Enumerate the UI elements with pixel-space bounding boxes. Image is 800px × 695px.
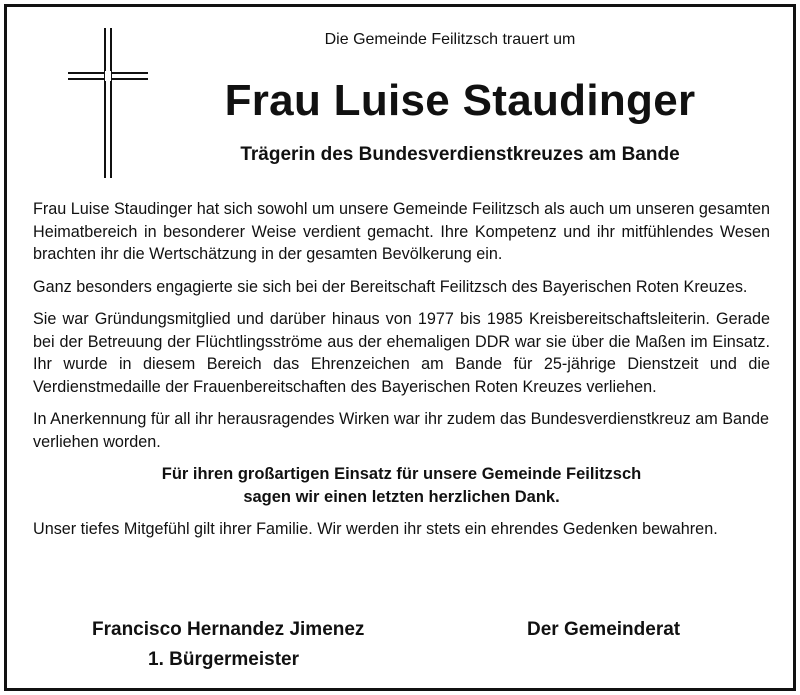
cross-icon <box>68 28 148 178</box>
signature-mayor-role: 1. Bürgermeister <box>148 649 300 670</box>
paragraph-recognition: In Anerkennung für all ihr herausragendes Wirken war ihr zudem das Bundesverdienstkreuz am Bande verliehen worden. <box>33 410 770 451</box>
closing-line: Unser tiefes Mitgefühl gilt ihrer Familie. Wir werden ihr stets ein ehrendes Gedenken bewahren. <box>33 520 718 538</box>
intro-line: Die Gemeinde Feilitzsch trauert um <box>324 31 576 48</box>
notice-body <box>33 198 770 551</box>
signature-mayor-name: Francisco Hernandez Jimenez <box>92 619 365 640</box>
honor-subtitle: Trägerin des Bundesverdienstkreuzes am Bande <box>240 144 680 165</box>
thanks-block <box>33 463 770 508</box>
paragraph-red-cross: Ganz besonders engagierte sie sich bei der Bereitschaft Feilitzsch des Bayerischen Roten Kreuzes. <box>33 277 748 296</box>
thanks-line-2: sagen wir einen letzten herzlichen Dank. <box>243 487 560 506</box>
signature-mayor <box>92 615 364 675</box>
paragraph-founding-member: Sie war Gründungsmitglied und darüber hinaus von 1977 bis 1985 Kreisbereitschaftsleiterin. Gerade bei der Betreuung der Flüchtlingsströme aus der ehemaligen DDR war sie über die Maßen im Einsatz. Ihr wurde in diesem Bereich das Ehrenzeichen am Bande für 25-jährige Dienstzeit und die Verdienstmedaille der Frauenbereitschaften des Bayerischen Roten Kreuzes verliehen. <box>33 310 770 396</box>
thanks-line-1: Für ihren großartigen Einsatz für unsere Gemeinde Feilitzsch <box>161 465 642 483</box>
paragraph-merits: Frau Luise Staudinger hat sich sowohl um unsere Gemeinde Feilitzsch als auch um unseren gesamten Heimatbereich in besonderer Weise verdient gemacht. Ihre Kompetenz und ihr mitfühlendes Wesen brachten ihr die Wertschätzung in der gesamten Bevölkerung ein. <box>33 200 770 263</box>
signature-council: Der Gemeinderat <box>527 619 681 640</box>
deceased-name: Frau Luise Staudinger <box>224 76 696 125</box>
